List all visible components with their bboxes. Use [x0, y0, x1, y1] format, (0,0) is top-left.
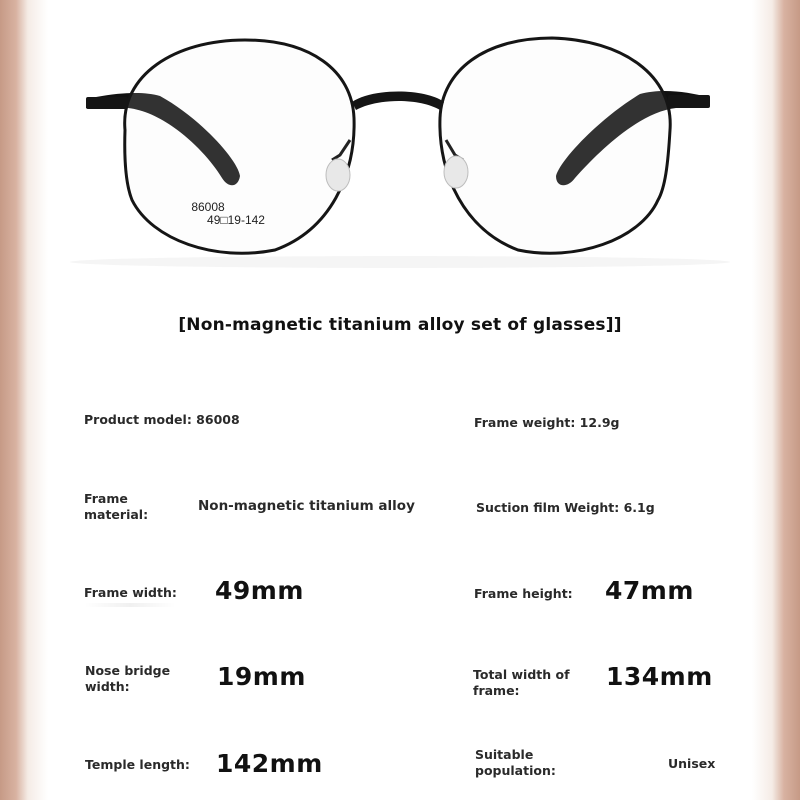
temple-length-label: Temple length: [85, 757, 190, 772]
frame-height-value: 47mm [605, 576, 694, 605]
left-endpiece [86, 97, 128, 109]
bridge [352, 92, 444, 111]
frame-width-value: 49mm [215, 576, 304, 605]
total-width-value: 134mm [606, 662, 713, 691]
temple-length-value: 142mm [216, 749, 323, 778]
frame-model-marking: 86008 [191, 200, 225, 214]
glasses-image [0, 0, 800, 275]
population-value: Unisex [668, 756, 716, 771]
frame-height-label: Frame height: [474, 586, 573, 601]
frame-width-label: Frame width: [84, 585, 177, 600]
right-endpiece [668, 95, 710, 108]
nose-bridge-label-line1: Nose bridge [85, 663, 171, 678]
nose-bridge-value: 19mm [217, 662, 306, 691]
product-model-label: Product model: 86008 [84, 412, 240, 427]
suction-film-weight-label: Suction film Weight: 6.1g [476, 500, 655, 515]
nose-bridge-label-line2: width: [85, 679, 130, 694]
frame-size-marking: 49□19-142 [207, 213, 265, 227]
frame-weight-label: Frame weight: 12.9g [474, 415, 620, 430]
total-width-label-line1: Total width of [473, 667, 570, 682]
label-underline-smudge [84, 603, 176, 607]
frame-material-label-line2: material: [84, 507, 149, 522]
total-width-label-line2: frame: [473, 683, 520, 698]
population-label-line1: Suitable [475, 747, 534, 762]
frame-material-value: Non-magnetic titanium alloy [198, 498, 415, 514]
right-lens-rim [440, 38, 670, 253]
population-label-line2: population: [475, 763, 556, 778]
frame-material-label-line1: Frame [84, 491, 128, 506]
product-headline: [Non-magnetic titanium alloy set of glasses]] [178, 315, 622, 335]
